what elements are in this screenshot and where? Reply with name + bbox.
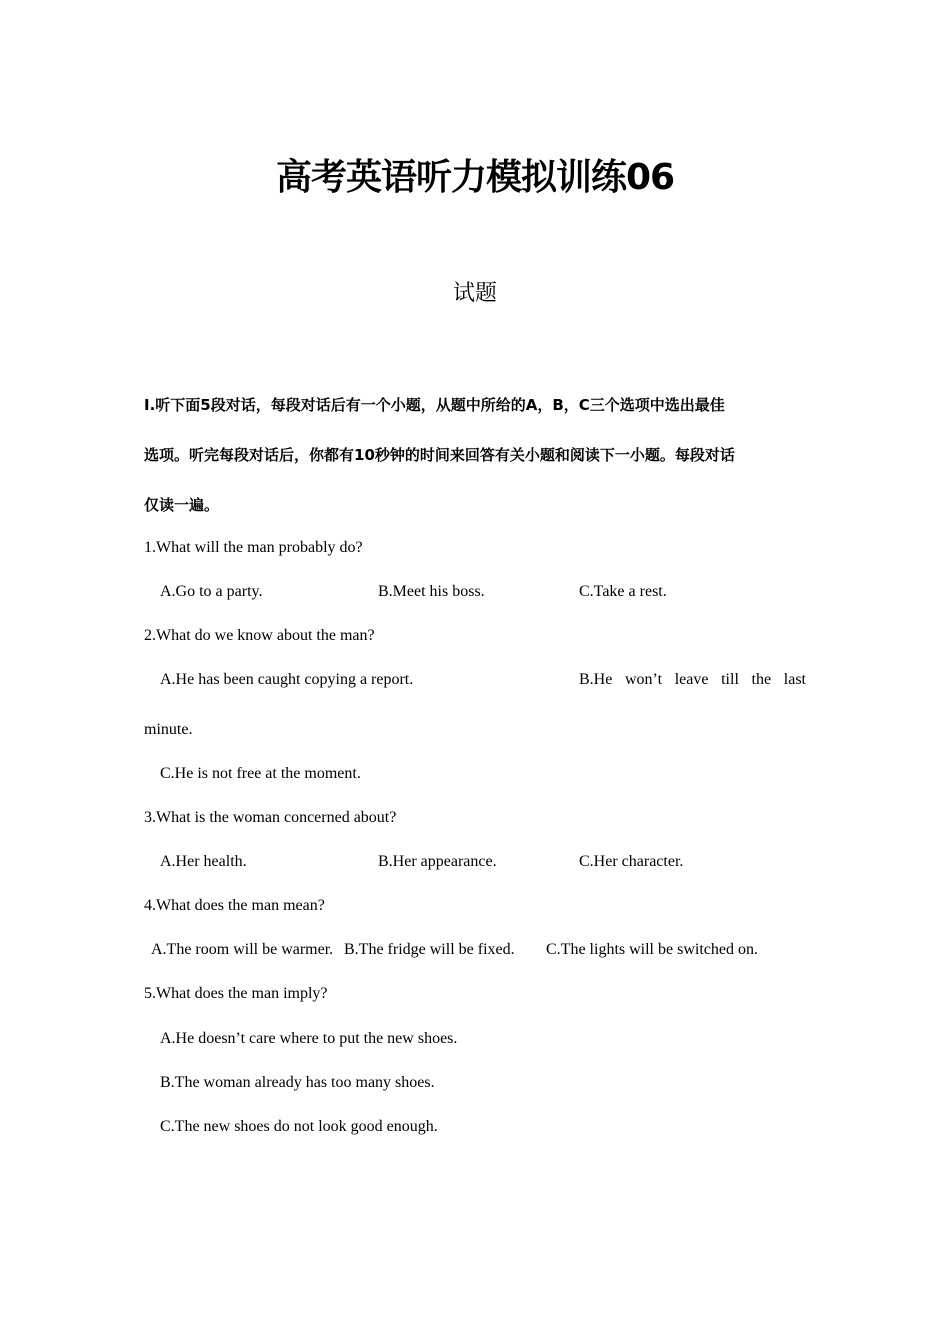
question-2-option-a: A.He has been caught copying a report.: [160, 671, 414, 688]
instructions-line-1: Ⅰ.听下面5段对话，每段对话后有一个小题，从题中所给的A，B，C三个选项中选出最佳: [144, 396, 725, 414]
question-1-stem: 1.What will the man probably do?: [144, 539, 363, 556]
question-1-option-c: C.Take a rest.: [579, 583, 667, 600]
page-title: 高考英语听力模拟训练06: [275, 157, 675, 198]
question-2-option-b: B.He won’t leave till the last: [579, 671, 806, 688]
question-3-option-c: C.Her character.: [579, 853, 684, 870]
question-2-option-c: C.He is not free at the moment.: [160, 765, 361, 782]
question-4-option-c: C.The lights will be switched on.: [546, 941, 758, 958]
question-5-option-b: B.The woman already has too many shoes.: [160, 1074, 435, 1091]
question-5-option-c: C.The new shoes do not look good enough.: [160, 1118, 438, 1135]
question-1-option-a: A.Go to a party.: [160, 583, 263, 600]
question-4-option-b: B.The fridge will be fixed.: [344, 941, 515, 958]
page-subtitle: 试题: [452, 281, 497, 306]
question-4-stem: 4.What does the man mean?: [144, 897, 325, 914]
question-3-option-a: A.Her health.: [160, 853, 247, 870]
question-2-option-b-continued: minute.: [144, 721, 193, 738]
instructions-line-2: 选项。听完每段对话后，你都有10秒钟的时间来回答有关小题和阅读下一小题。每段对话: [144, 446, 735, 464]
question-5-stem: 5.What does the man imply?: [144, 985, 328, 1002]
question-3-stem: 3.What is the woman concerned about?: [144, 809, 397, 826]
instructions-line-3: 仅读一遍。: [144, 496, 220, 514]
question-5-option-a: A.He doesn’t care where to put the new shoes.: [160, 1030, 458, 1047]
question-3-option-b: B.Her appearance.: [378, 853, 497, 870]
question-1-option-b: B.Meet his boss.: [378, 583, 485, 600]
question-4-option-a: A.The room will be warmer.: [151, 941, 334, 958]
question-2-stem: 2.What do we know about the man?: [144, 627, 375, 644]
